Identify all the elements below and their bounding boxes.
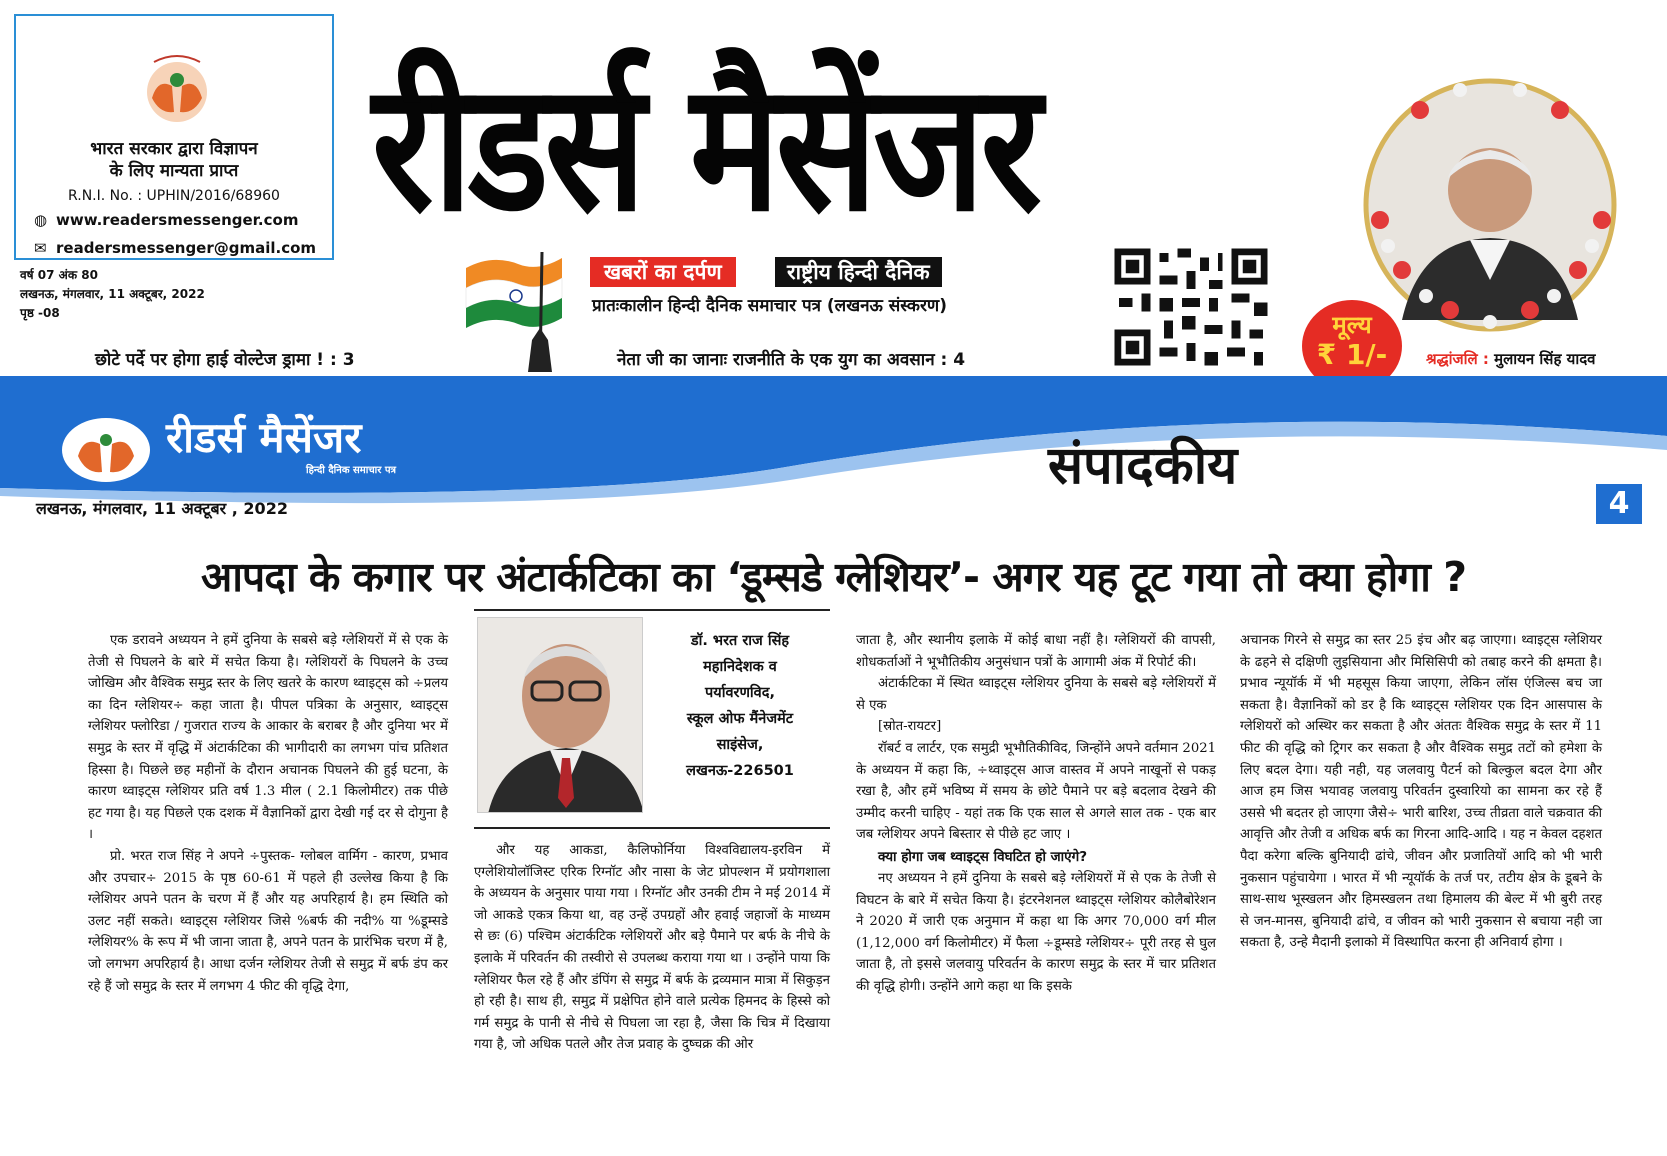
masthead-subtitle: प्रातःकालीन हिन्दी दैनिक समाचार पत्र (लखनऊ संस्करण) (592, 296, 947, 316)
price-label: मूल्य (1332, 311, 1372, 339)
band-title: रीडर्स मैसेंजर (166, 413, 362, 462)
flag-bearer-icon (462, 244, 572, 372)
author-info (650, 628, 830, 784)
paragraph: अंटार्कटिका में स्थित थ्वाइट्स ग्लेशियर दुनिया के सबसे बड़े ग्लेशियरों में से एक (856, 676, 1216, 713)
author-title-2: पर्यावरणविद, (705, 685, 775, 701)
tagline-red: खबरों का दर्पण (590, 257, 736, 287)
teaser-left[interactable]: छोटे पर्दे पर होगा हाई वोल्टेज ड्रामा ! : 3 (95, 350, 355, 370)
tribute-portrait (1340, 70, 1640, 340)
subheading: क्या होगा जब थ्वाइट्स विघटित हो जाएंगे? (878, 848, 1088, 865)
paragraph: और यह आकडा, कैलिफोर्निया विश्वविद्यालय-इरविन में एग्लेशियोलॉजिस्ट एरिक रिग्नॉट और नासा के जेट प्रोपल्शन में प्रयोगशाला के अध्ययन के अनुसार पाया गया । रिग्नॉट और उनकी टीम ने मई 2014 में जो आकडे एकत्र किया था, वह उन्हें उपग्रहों और हवाई जहाजों के माध्यम से छः (6) पश्चिम अंटार्कटिक ग्लेशियरों और बड़े पैमाने पर बर्फ के नीचे के इलाके में परिवर्तन की तस्वीरो से उपलब्ध कराया गया था । उन्होंने पाया कि ग्लेशियर फैल रहे हैं और डंपिंग से समुद्र में बर्फ के द्रव्यमान मात्रा में सिकुड़न हो रही है। साथ ही, समुद्र में प्रक्षेपित होने वाले प्रत्येक हिमनद के हिस्से को गर्म समुद्र के पानी से नीचे से पिघला जा रहा है, जैसा कि चित्र में दिखाया गया है, जो अधिक पतले और तेज प्रवाह के दुष्चक्र की ओर (474, 843, 830, 1053)
band-logo-icon (60, 416, 152, 484)
tribute-label: श्रद्धांजलि : (1426, 350, 1489, 368)
price-value: ₹ 1/- (1316, 338, 1388, 371)
gov-approval-text: भारत सरकार द्वारा विज्ञापन के लिए मान्यता प्राप्त (90, 139, 258, 181)
issue-details (20, 266, 205, 323)
mail-icon: ✉ (34, 239, 47, 257)
band-date: लखनऊ, मंगलवार, 11 अक्टूबर , 2022 (36, 499, 288, 518)
tribute-caption (1426, 349, 1596, 369)
article-column-3 (856, 630, 1216, 998)
paragraph: रॉबर्ट व लार्टर, एक समुद्री भूभौतिकीविद, जिन्होंने अपने वर्तमान 2021 के अध्ययन में कहा कि, ÷थ्वाइट्स आज वास्तव में अपने नाखूनों से पकड़ रखा है, और हमें भविष्य में समय के छोटे पैमाने पर बड़े बदलाव देखने की उम्मीद करनी चाहिए - यहां तक कि एक साल से अगले साल तक - एक बार जब ग्लेशियर अपने बिस्तार से पीछे हट जाए । (856, 740, 1216, 843)
tribute-name: मुलायन सिंह यादव (1494, 350, 1596, 368)
paragraph: अचानक गिरने से समुद्र का स्तर 25 इंच और बढ़ जाएगा। थ्वाइट्स ग्लेशियर के ढहने से दक्षिणी लुइसियाना और मिसिसिपी को तबाह करने की क्षमता है। प्रभाव न्यूयॉर्क में भी महसूस किया जाएगा, लेकिन लॉस एंजिल्स बच जा सकता है। वैज्ञानिकों को डर है कि थ्वाइट्स ग्लेशियर एक दिन आसपास के ग्लेशियरों को अस्थिर कर सकता है और अंततः वैश्विक समुद्र के स्तर में 11 फीट की वृद्धि को ट्रिगर कर सकता है और वैश्विक समुद्र तटों को हमेशा के लिए बदल देगा। यही नही, यह जलवायु पैटर्न को बिल्कुल बदल देगा और आज हम जिस भयावह जलवायु परिवर्तन दुस्वारियो का सामना कर रहे हैं उससे भी बदतर हो जाएगा जैसे÷ भारी बारिश, उच्च तीव्रता वाले चक्रवात की आवृत्ति और तेजी व अधिक बर्फ का गिरना आदि-आदि । यह न केवल दहशत पैदा करेगा बल्कि बुनियादी ढांचे, जीवन और प्रजातियों आदि को भी भारी नुकसान पहुंचायेगा । भारत में भी न्यूयॉर्क के तर्ज पर, तटीय क्षेत्र के डूबने के साथ-साथ भूस्खलन और हिमस्खलन तथा हिमालय की बेल्ट में भी बुरी तरह से जन-मानस, बुनियादी ढांचे, व जीवन को भारी नुकसान से बचाया नही जा सकता है, उन्हे मैदानी इलाको में विस्थापित करना ही अनिवार्य होगा । (1240, 633, 1602, 951)
rni-number: R.N.I. No. : UPHIN/2016/68960 (68, 188, 280, 204)
author-title-1: महानिदेशक व (703, 659, 777, 675)
article-column-4 (1240, 630, 1602, 954)
masthead-title: रीडर्स मैसेंजर (372, 45, 1038, 251)
article-headline: आपदा के कगार पर अंटार्कटिका का ‘डूम्सडे ग्लेशियर’- अगर यह टूट गया तो क्या होगा ? (201, 553, 1466, 601)
newspaper-emblem-icon (134, 50, 220, 128)
author-org-2: साइंसेज, (716, 737, 764, 753)
page-number: 4 (1596, 484, 1642, 524)
image-source-credit: [स्रोत-रायटर] (878, 719, 942, 735)
paragraph: एक डरावने अध्ययन ने हमें दुनिया के सबसे बड़े ग्लेशियरों में से एक के तेजी से पिघलने के बारे में सचेत किया है। ग्लेशियरों के पिघलने के उच्च जोखिम और वैश्विक समुद्र स्तर के लिए खतरे के कारण थ्वाइट्स को ÷प्रलय का दिन ग्लेशियर÷ कहा जाता है। पीपल पत्रिका के अनुसार, थ्वाइट्स ग्लेशियर फ्लोरिडा / गुजरात राज्य के आकार के बराबर है और दुनिया भर में समुद्र के स्तर में वृद्धि में अंटार्कटिका की भागीदारी का लगभग पांच प्रतिशत हिस्सा है। पिछले छह महीनों के दौरान अचानक पिघलने की हुई घटना, के कारण थ्वाइट्स ग्लेशियर प्रति वर्ष 1.3 मील ( 2.1 किलोमीटर) तक पीछे हट गया है। यह पिछले एक दशक में वैज्ञानिकों द्वारा देखी गई दर से दोगुना है । (88, 633, 448, 843)
paragraph: नए अध्ययन ने हमें दुनिया के सबसे बड़े ग्लेशियरों में से एक के तेजी से विघटन के बारे में सचेत किया है। इंटरनेशनल थ्वाइट्स ग्लेशियर कोलैबोरेशन ने 2020 में जारी एक अनुमान में कहा था कि अगर 70,000 वर्ग मील (1,12,000 वर्ग किलोमीटर) में फैला ÷डूम्सडे ग्लेशियर÷ पूरी तरह से घुल जाता है, तो इससे जलवायु परिवर्तन के कारण समुद्र के स्तर में चार प्रतिशत की वृद्धि होगी। उन्होंने आगे कहा था कि इसके (856, 870, 1216, 994)
issue-year: वर्ष 07 अंक 80 (20, 268, 98, 282)
author-top-rule (474, 609, 830, 611)
author-name: डॉ. भरत राज सिंह (690, 633, 790, 649)
globe-icon: ◍ (34, 211, 48, 229)
author-org-1: स्कूल ओफ मैंनेजमेंट (686, 711, 794, 727)
author-photo (477, 617, 643, 813)
email-link[interactable]: ✉ readersmessenger@gmail.com (34, 239, 317, 257)
website-link[interactable]: ◍ www.readersmessenger.com (34, 211, 299, 229)
article-column-1 (88, 630, 448, 997)
band-subtitle: हिन्दी दैनिक समाचार पत्र (306, 465, 397, 476)
author-city: लखनऊ-226501 (686, 763, 794, 779)
issue-pages: पृष्ठ -08 (20, 306, 60, 320)
qr-code-icon[interactable] (1110, 244, 1272, 370)
info-box (14, 14, 334, 260)
paragraph: प्रो. भरत राज सिंह ने अपने ÷पुस्तक- ग्लोबल वार्मिग - कारण, प्रभाव और उपचार÷ 2015 के पृष्ठ 60-61 में पहले ही उल्लेख किया है कि ग्लेशियर अपने पतन के चरण में हैं और यह अपरिहार्य है। हम स्थिति को उलट नहीं सकते। थ्वाइट्स ग्लेशियर जिसे %बर्फ की नदी% या %डूम्सडे ग्लेशियर% के रूप में भी जाना जाता है, अपने पतन के प्रारंभिक चरण में है, जो लगभग अपरिहार्य है। आधा दर्जन ग्लेशियर तेजी से समुद्र में बर्फ डंप कर रहे हैं जो समुद्र के स्तर में लगभग 4 फीट की वृद्धि देगा, (88, 848, 448, 994)
teaser-middle[interactable]: नेता जी का जानाः राजनीति के एक युग का अवसान : 4 (617, 350, 966, 370)
tagline-black: राष्ट्रीय हिन्दी दैनिक (775, 257, 942, 287)
issue-date: लखनऊ, मंगलवार, 11 अक्टूबर, 2022 (20, 287, 205, 301)
author-bottom-rule (474, 827, 830, 829)
article-column-2 (474, 840, 830, 1056)
section-title: संपादकीय (1048, 436, 1238, 496)
paragraph: जाता है, और स्थानीय इलाके में कोई बाधा नहीं है। ग्लेशियरों की वापसी, शोधकर्ताओं ने भूभौतिकीय अनुसंधान पत्रों के आगामी अंक में रिपोर्ट की। (856, 633, 1216, 670)
